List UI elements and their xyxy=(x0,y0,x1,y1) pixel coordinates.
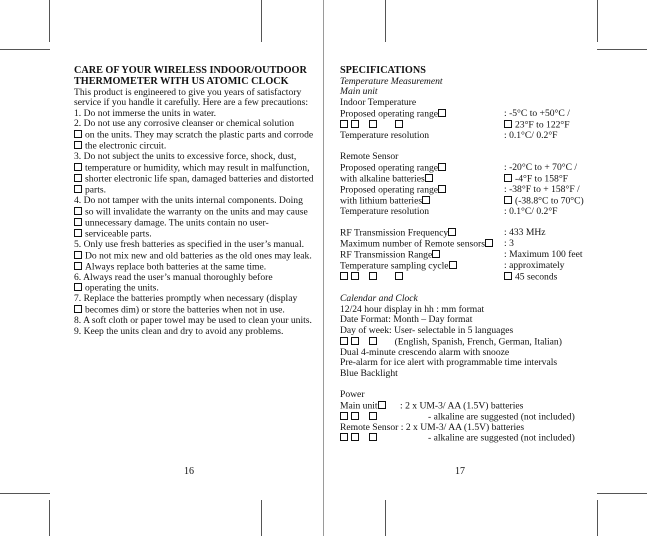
box-glyph-icon xyxy=(504,196,512,204)
box-glyph-icon xyxy=(438,163,446,171)
box-glyph-icon xyxy=(74,174,82,182)
care-text-line: parts. xyxy=(85,184,107,196)
care-title-line-1: CARE OF YOUR WIRELESS INDOOR/OUTDOOR xyxy=(74,65,307,76)
spec-value: : 433 MHz xyxy=(504,227,546,239)
box-glyph-icon xyxy=(504,272,512,280)
spec-label: Maximum number of Remote sensors xyxy=(340,238,485,250)
power-value: - alkaline are suggested (not included) xyxy=(428,411,575,423)
box-glyph-icon xyxy=(74,141,82,149)
spec-label: RF Transmission Frequency xyxy=(340,227,449,239)
box-glyph-icon xyxy=(485,239,493,247)
box-glyph-icon xyxy=(74,283,82,291)
box-glyph-icon xyxy=(351,337,359,345)
spec-value: : Maximum 100 feet xyxy=(504,249,583,261)
box-glyph-icon xyxy=(340,433,348,441)
spec-label: RF Transmission Range xyxy=(340,249,433,261)
page-number-right: 17 xyxy=(455,466,465,477)
care-text-line: 4. Do not tamper with the units internal components. Doing xyxy=(74,195,303,207)
care-title-line-2: THERMOMETER WITH US ATOMIC CLOCK xyxy=(74,75,289,87)
care-section xyxy=(74,66,320,337)
spec-value: 45 seconds xyxy=(515,271,558,283)
calendar-line: 12/24 hour display in hh : mm format xyxy=(340,303,485,315)
spec-label: Proposed operating range xyxy=(340,184,439,196)
box-glyph-icon xyxy=(74,163,82,171)
care-text-line: 6. Always read the user’s manual thoroughly before xyxy=(74,271,273,283)
power-value: - alkaline are suggested (not included) xyxy=(428,432,575,444)
box-glyph-icon xyxy=(351,433,359,441)
care-text-line: Always replace both batteries at the same time. xyxy=(85,261,267,273)
box-glyph-icon xyxy=(378,401,386,409)
box-glyph-icon xyxy=(74,207,82,215)
box-glyph-icon xyxy=(369,272,377,280)
spec-label: Temperature resolution xyxy=(340,129,430,141)
box-glyph-icon xyxy=(74,305,82,313)
box-glyph-icon xyxy=(74,229,82,237)
spec-value: : 0.1°C/ 0.2°F xyxy=(504,129,558,141)
box-glyph-icon xyxy=(74,218,82,226)
calendar-line: Date Format: Month – Day format xyxy=(340,314,473,326)
box-glyph-icon xyxy=(448,228,456,236)
spec-row xyxy=(340,131,630,142)
care-text-line: service if you handle it carefully. Here are a few precautions: xyxy=(74,97,309,109)
care-text-line: 1. Do not immerse the units in water. xyxy=(74,107,217,119)
box-glyph-icon xyxy=(369,337,377,345)
box-glyph-icon xyxy=(504,120,512,128)
box-glyph-icon xyxy=(74,130,82,138)
spec-value: (-38.8°C to 70°C) xyxy=(515,195,584,207)
spec-row xyxy=(340,272,630,283)
care-text-line: on the units. They may scratch the plastic parts and corrode xyxy=(85,129,314,141)
spec-label: Proposed operating range xyxy=(340,108,439,120)
box-glyph-icon xyxy=(449,261,457,269)
spec-label: with lithium batteries xyxy=(340,195,423,207)
spec-value: : approximately xyxy=(504,260,565,272)
box-glyph-icon xyxy=(74,185,82,193)
power-value: : 2 x UM-3/ AA (1.5V) batteries xyxy=(400,421,525,433)
specifications-section xyxy=(340,66,630,444)
care-text-line: 2. Do not use any corrosive cleanser or chemical solution xyxy=(74,118,295,130)
box-glyph-icon xyxy=(438,109,446,117)
care-text-line: 5. Only use fresh batteries as specified in the user’s manual. xyxy=(74,238,305,250)
spec-row xyxy=(340,250,630,261)
spec-label: Temperature sampling cycle xyxy=(340,260,449,272)
care-text-line: 7. Replace the batteries promptly when necessary (display xyxy=(74,293,298,305)
power-heading: Power xyxy=(340,389,365,401)
indoor-temperature-label: Indoor Temperature xyxy=(340,96,417,108)
main-unit-label: Main unit xyxy=(340,86,378,98)
calendar-line: (English, Spanish, French, German, Italian) xyxy=(394,336,562,348)
box-glyph-icon xyxy=(340,272,348,280)
spec-value: 23°F to 122°F xyxy=(515,119,570,131)
box-glyph-icon xyxy=(432,250,440,258)
care-text-line: Do not mix new and old batteries as the old ones may leak. xyxy=(85,250,312,261)
spec-value: : -20°C to + 70°C / xyxy=(504,161,578,173)
box-glyph-icon xyxy=(340,120,348,128)
box-glyph-icon xyxy=(340,337,348,345)
box-glyph-icon xyxy=(395,120,403,128)
spec-value: : -5°C to +50°C / xyxy=(504,107,570,119)
spec-row xyxy=(340,109,630,120)
care-text-line: becomes dim) or store the batteries when not in use. xyxy=(85,304,285,316)
box-glyph-icon xyxy=(369,120,377,128)
box-glyph-icon xyxy=(74,251,82,259)
box-glyph-icon xyxy=(74,262,82,270)
box-glyph-icon xyxy=(369,412,377,420)
calendar-line: Pre-alarm for ice alert with programmable time intervals xyxy=(340,357,558,369)
care-text-line: temperature or humidity, which may result in malfunction, xyxy=(85,162,310,174)
care-text-line: 3. Do not subject the units to excessive force, shock, dust, xyxy=(74,151,297,163)
spec-row xyxy=(340,239,630,250)
spec-value: : 0.1°C/ 0.2°F xyxy=(504,205,558,217)
spec-label: with alkaline batteries xyxy=(340,173,425,185)
spec-row xyxy=(340,228,630,239)
page-number-left: 16 xyxy=(184,466,194,477)
spec-value: : 3 xyxy=(504,238,514,250)
temperature-measurement-subheading: Temperature Measurement xyxy=(340,75,443,87)
calendar-line: Day of week: User- selectable in 5 languages xyxy=(340,324,514,336)
power-value: : 2 x UM-3/ AA (1.5V) batteries xyxy=(400,400,524,412)
calendar-clock-heading: Calendar and Clock xyxy=(340,293,418,305)
specifications-heading: SPECIFICATIONS xyxy=(340,65,426,76)
spec-row xyxy=(340,174,630,185)
spec-row xyxy=(340,207,630,218)
spec-row xyxy=(340,185,630,196)
care-text-line: operating the units. xyxy=(85,282,159,294)
care-text-line: This product is engineered to give you years of satisfactory xyxy=(74,86,302,98)
spec-label: Temperature resolution xyxy=(340,205,430,217)
spec-value: -4°F to 158°F xyxy=(515,173,568,185)
care-text-line: 9. Keep the units clean and dry to avoid any problems. xyxy=(74,325,284,337)
care-text-line: so will invalidate the warranty on the units and may cause xyxy=(85,206,308,218)
spec-label: Proposed operating range xyxy=(340,162,439,174)
spec-value: : -38°F to + 158°F / xyxy=(504,183,580,195)
care-text-line: 8. A soft cloth or paper towel may be used to clean your units. xyxy=(74,315,312,327)
power-label: Remote Sensor xyxy=(340,421,399,433)
spec-row xyxy=(340,261,630,272)
box-glyph-icon xyxy=(351,272,359,280)
box-glyph-icon xyxy=(438,185,446,193)
box-glyph-icon xyxy=(340,412,348,420)
remote-sensor-label: Remote Sensor xyxy=(340,150,399,162)
box-glyph-icon xyxy=(369,433,377,441)
calendar-line: Dual 4-minute crescendo alarm with snooze xyxy=(340,346,510,358)
box-glyph-icon xyxy=(395,272,403,280)
calendar-line: Blue Backlight xyxy=(340,367,398,379)
box-glyph-icon xyxy=(422,196,430,204)
box-glyph-icon xyxy=(351,120,359,128)
care-text-line: shorter electronic life span, damaged batteries and distorted xyxy=(85,173,314,185)
box-glyph-icon xyxy=(351,412,359,420)
power-label: Main unit xyxy=(340,400,378,412)
care-text-line: the electronic circuit. xyxy=(85,140,167,152)
care-text-line: unnecessary damage. The units contain no user- xyxy=(85,217,269,229)
box-glyph-icon xyxy=(425,174,433,182)
box-glyph-icon xyxy=(504,174,512,182)
care-text-line: serviceable parts. xyxy=(85,228,152,240)
spec-row xyxy=(340,163,630,174)
